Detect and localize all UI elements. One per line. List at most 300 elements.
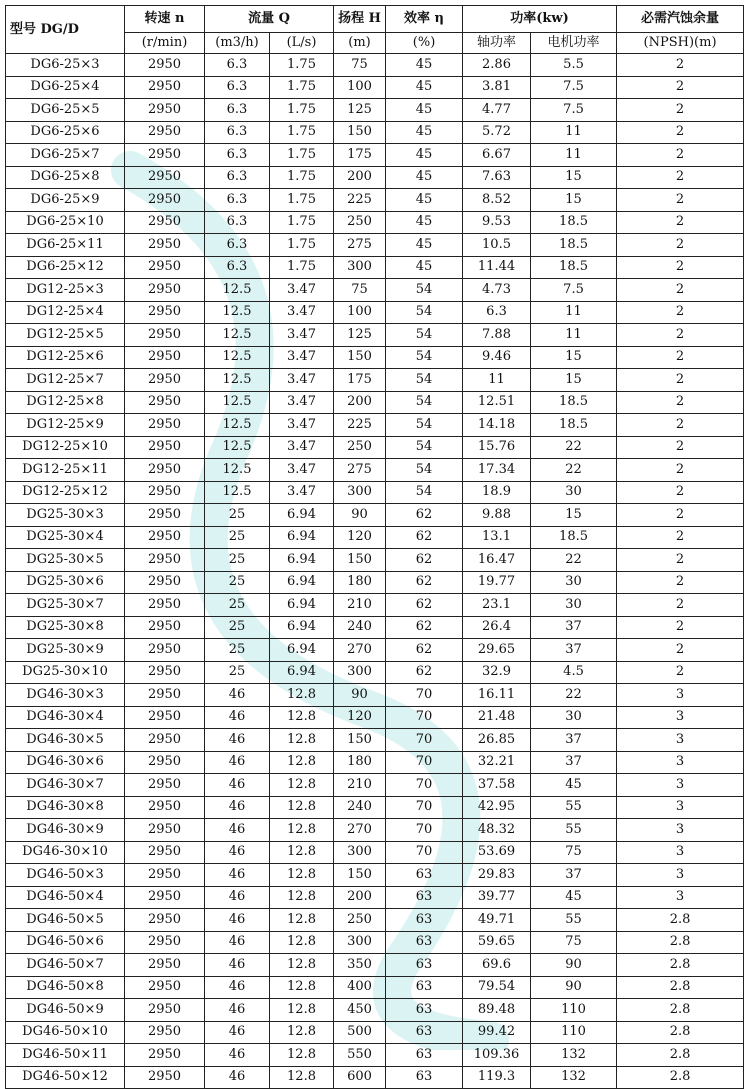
- shaft-power-cell: 16.11: [463, 684, 531, 707]
- speed-cell: 2950: [125, 459, 205, 482]
- header-head-unit: (m): [334, 33, 386, 54]
- shaft-power-cell: 5.72: [463, 121, 531, 144]
- speed-cell: 2950: [125, 909, 205, 932]
- speed-cell: 2950: [125, 504, 205, 527]
- efficiency-cell: 63: [386, 954, 463, 977]
- head-cell: 500: [334, 1021, 386, 1044]
- table-row: [6, 1044, 744, 1067]
- motor-power-cell: 18.5: [531, 256, 617, 279]
- npsh-cell: 3: [617, 684, 744, 707]
- flow-m3h-cell: 46: [205, 774, 270, 797]
- efficiency-cell: 45: [386, 234, 463, 257]
- flow-m3h-cell: 46: [205, 751, 270, 774]
- npsh-cell: 2: [617, 189, 744, 212]
- header-npsh: 必需汽蚀余量: [617, 6, 744, 33]
- flow-ls-cell: 3.47: [270, 459, 334, 482]
- speed-cell: 2950: [125, 166, 205, 189]
- header-efficiency-unit: (%): [386, 33, 463, 54]
- header-speed-unit: (r/min): [125, 33, 205, 54]
- efficiency-cell: 45: [386, 76, 463, 99]
- flow-m3h-cell: 12.5: [205, 324, 270, 347]
- flow-m3h-cell: 46: [205, 931, 270, 954]
- head-cell: 300: [334, 256, 386, 279]
- model-cell: DG46-30×8: [6, 796, 125, 819]
- flow-ls-cell: 1.75: [270, 166, 334, 189]
- npsh-cell: 2: [617, 436, 744, 459]
- flow-m3h-cell: 12.5: [205, 369, 270, 392]
- efficiency-cell: 63: [386, 931, 463, 954]
- motor-power-cell: 45: [531, 774, 617, 797]
- model-cell: DG6-25×8: [6, 166, 125, 189]
- table-row: [6, 594, 744, 617]
- flow-ls-cell: 1.75: [270, 121, 334, 144]
- speed-cell: 2950: [125, 706, 205, 729]
- shaft-power-cell: 9.46: [463, 346, 531, 369]
- npsh-cell: 2: [617, 481, 744, 504]
- shaft-power-cell: 37.58: [463, 774, 531, 797]
- speed-cell: 2950: [125, 661, 205, 684]
- motor-power-cell: 15: [531, 189, 617, 212]
- table-row: [6, 414, 744, 437]
- efficiency-cell: 63: [386, 886, 463, 909]
- shaft-power-cell: 6.67: [463, 144, 531, 167]
- flow-m3h-cell: 12.5: [205, 346, 270, 369]
- efficiency-cell: 45: [386, 189, 463, 212]
- flow-m3h-cell: 46: [205, 706, 270, 729]
- npsh-cell: 2: [617, 54, 744, 77]
- motor-power-cell: 30: [531, 594, 617, 617]
- flow-ls-cell: 12.8: [270, 999, 334, 1022]
- speed-cell: 2950: [125, 256, 205, 279]
- efficiency-cell: 54: [386, 346, 463, 369]
- head-cell: 180: [334, 751, 386, 774]
- efficiency-cell: 70: [386, 706, 463, 729]
- motor-power-cell: 90: [531, 954, 617, 977]
- npsh-cell: 2: [617, 661, 744, 684]
- table-row: [6, 864, 744, 887]
- speed-cell: 2950: [125, 234, 205, 257]
- header-flow: 流量 Q: [205, 6, 334, 33]
- table-row: [6, 841, 744, 864]
- npsh-cell: 2: [617, 369, 744, 392]
- flow-ls-cell: 3.47: [270, 414, 334, 437]
- speed-cell: 2950: [125, 346, 205, 369]
- efficiency-cell: 70: [386, 774, 463, 797]
- efficiency-cell: 63: [386, 1066, 463, 1089]
- flow-m3h-cell: 25: [205, 549, 270, 572]
- efficiency-cell: 54: [386, 391, 463, 414]
- model-cell: DG25-30×10: [6, 661, 125, 684]
- table-row: [6, 121, 744, 144]
- efficiency-cell: 62: [386, 571, 463, 594]
- shaft-power-cell: 109.36: [463, 1044, 531, 1067]
- flow-ls-cell: 6.94: [270, 571, 334, 594]
- head-cell: 250: [334, 909, 386, 932]
- head-cell: 120: [334, 706, 386, 729]
- speed-cell: 2950: [125, 931, 205, 954]
- motor-power-cell: 37: [531, 729, 617, 752]
- shaft-power-cell: 13.1: [463, 526, 531, 549]
- efficiency-cell: 54: [386, 369, 463, 392]
- speed-cell: 2950: [125, 954, 205, 977]
- motor-power-cell: 132: [531, 1066, 617, 1089]
- flow-m3h-cell: 25: [205, 571, 270, 594]
- npsh-cell: 2: [617, 324, 744, 347]
- model-cell: DG6-25×4: [6, 76, 125, 99]
- shaft-power-cell: 2.86: [463, 54, 531, 77]
- flow-m3h-cell: 25: [205, 526, 270, 549]
- flow-m3h-cell: 12.5: [205, 436, 270, 459]
- header-model: 型号 DG/D: [6, 6, 125, 54]
- shaft-power-cell: 16.47: [463, 549, 531, 572]
- motor-power-cell: 30: [531, 571, 617, 594]
- head-cell: 125: [334, 324, 386, 347]
- speed-cell: 2950: [125, 436, 205, 459]
- shaft-power-cell: 89.48: [463, 999, 531, 1022]
- speed-cell: 2950: [125, 1066, 205, 1089]
- head-cell: 250: [334, 211, 386, 234]
- shaft-power-cell: 4.77: [463, 99, 531, 122]
- flow-ls-cell: 3.47: [270, 301, 334, 324]
- head-cell: 100: [334, 76, 386, 99]
- flow-m3h-cell: 46: [205, 999, 270, 1022]
- motor-power-cell: 30: [531, 481, 617, 504]
- npsh-cell: 2: [617, 234, 744, 257]
- flow-ls-cell: 1.75: [270, 99, 334, 122]
- npsh-cell: 3: [617, 751, 744, 774]
- speed-cell: 2950: [125, 369, 205, 392]
- npsh-cell: 2: [617, 549, 744, 572]
- motor-power-cell: 110: [531, 1021, 617, 1044]
- motor-power-cell: 37: [531, 864, 617, 887]
- table-row: [6, 571, 744, 594]
- shaft-power-cell: 15.76: [463, 436, 531, 459]
- motor-power-cell: 15: [531, 504, 617, 527]
- flow-ls-cell: 1.75: [270, 76, 334, 99]
- npsh-cell: 2: [617, 121, 744, 144]
- table-row: [6, 549, 744, 572]
- flow-m3h-cell: 46: [205, 954, 270, 977]
- flow-ls-cell: 12.8: [270, 1044, 334, 1067]
- shaft-power-cell: 10.5: [463, 234, 531, 257]
- table-body: [6, 54, 744, 1089]
- efficiency-cell: 62: [386, 549, 463, 572]
- model-cell: DG46-50×6: [6, 931, 125, 954]
- shaft-power-cell: 11.44: [463, 256, 531, 279]
- motor-power-cell: 22: [531, 684, 617, 707]
- npsh-cell: 2: [617, 346, 744, 369]
- model-cell: DG6-25×12: [6, 256, 125, 279]
- flow-ls-cell: 3.47: [270, 346, 334, 369]
- npsh-cell: 2.8: [617, 954, 744, 977]
- head-cell: 175: [334, 144, 386, 167]
- npsh-cell: 3: [617, 819, 744, 842]
- motor-power-cell: 5.5: [531, 54, 617, 77]
- efficiency-cell: 54: [386, 301, 463, 324]
- speed-cell: 2950: [125, 796, 205, 819]
- npsh-cell: 2.8: [617, 1066, 744, 1089]
- npsh-cell: 2.8: [617, 1021, 744, 1044]
- table-row: [6, 909, 744, 932]
- model-cell: DG46-30×7: [6, 774, 125, 797]
- speed-cell: 2950: [125, 976, 205, 999]
- table-row: [6, 886, 744, 909]
- flow-ls-cell: 3.47: [270, 436, 334, 459]
- table-row: [6, 301, 744, 324]
- flow-m3h-cell: 12.5: [205, 391, 270, 414]
- motor-power-cell: 22: [531, 459, 617, 482]
- head-cell: 450: [334, 999, 386, 1022]
- flow-ls-cell: 12.8: [270, 774, 334, 797]
- header-motor-power: 电机功率: [531, 33, 617, 54]
- table-row: [6, 459, 744, 482]
- head-cell: 100: [334, 301, 386, 324]
- table-row: [6, 54, 744, 77]
- motor-power-cell: 75: [531, 841, 617, 864]
- table-row: [6, 504, 744, 527]
- npsh-cell: 2: [617, 166, 744, 189]
- header-speed: 转速 n: [125, 6, 205, 33]
- flow-ls-cell: 1.75: [270, 234, 334, 257]
- speed-cell: 2950: [125, 864, 205, 887]
- head-cell: 600: [334, 1066, 386, 1089]
- motor-power-cell: 55: [531, 909, 617, 932]
- motor-power-cell: 37: [531, 751, 617, 774]
- model-cell: DG46-50×5: [6, 909, 125, 932]
- npsh-cell: 2: [617, 414, 744, 437]
- flow-ls-cell: 12.8: [270, 684, 334, 707]
- flow-m3h-cell: 6.3: [205, 234, 270, 257]
- speed-cell: 2950: [125, 999, 205, 1022]
- flow-m3h-cell: 6.3: [205, 211, 270, 234]
- npsh-cell: 2: [617, 99, 744, 122]
- speed-cell: 2950: [125, 121, 205, 144]
- flow-ls-cell: 12.8: [270, 931, 334, 954]
- model-cell: DG12-25×9: [6, 414, 125, 437]
- npsh-cell: 3: [617, 864, 744, 887]
- flow-ls-cell: 12.8: [270, 819, 334, 842]
- flow-ls-cell: 6.94: [270, 616, 334, 639]
- efficiency-cell: 45: [386, 166, 463, 189]
- speed-cell: 2950: [125, 639, 205, 662]
- model-cell: DG6-25×7: [6, 144, 125, 167]
- motor-power-cell: 7.5: [531, 99, 617, 122]
- motor-power-cell: 45: [531, 886, 617, 909]
- shaft-power-cell: 8.52: [463, 189, 531, 212]
- model-cell: DG46-50×3: [6, 864, 125, 887]
- motor-power-cell: 90: [531, 976, 617, 999]
- motor-power-cell: 11: [531, 324, 617, 347]
- head-cell: 150: [334, 346, 386, 369]
- model-cell: DG46-50×10: [6, 1021, 125, 1044]
- table-row: [6, 256, 744, 279]
- model-cell: DG12-25×7: [6, 369, 125, 392]
- head-cell: 275: [334, 234, 386, 257]
- head-cell: 400: [334, 976, 386, 999]
- npsh-cell: 2: [617, 144, 744, 167]
- flow-ls-cell: 12.8: [270, 864, 334, 887]
- efficiency-cell: 62: [386, 639, 463, 662]
- speed-cell: 2950: [125, 211, 205, 234]
- head-cell: 225: [334, 414, 386, 437]
- npsh-cell: 2: [617, 616, 744, 639]
- flow-ls-cell: 3.47: [270, 279, 334, 302]
- flow-m3h-cell: 46: [205, 886, 270, 909]
- head-cell: 300: [334, 481, 386, 504]
- table-row: [6, 976, 744, 999]
- shaft-power-cell: 9.53: [463, 211, 531, 234]
- model-cell: DG6-25×3: [6, 54, 125, 77]
- table-row: [6, 166, 744, 189]
- motor-power-cell: 18.5: [531, 391, 617, 414]
- efficiency-cell: 54: [386, 279, 463, 302]
- motor-power-cell: 18.5: [531, 526, 617, 549]
- head-cell: 225: [334, 189, 386, 212]
- flow-m3h-cell: 46: [205, 864, 270, 887]
- motor-power-cell: 37: [531, 616, 617, 639]
- shaft-power-cell: 99.42: [463, 1021, 531, 1044]
- model-cell: DG46-30×9: [6, 819, 125, 842]
- flow-ls-cell: 12.8: [270, 706, 334, 729]
- speed-cell: 2950: [125, 54, 205, 77]
- table-row: [6, 931, 744, 954]
- model-cell: DG25-30×9: [6, 639, 125, 662]
- motor-power-cell: 11: [531, 121, 617, 144]
- shaft-power-cell: 6.3: [463, 301, 531, 324]
- flow-m3h-cell: 6.3: [205, 121, 270, 144]
- flow-m3h-cell: 25: [205, 639, 270, 662]
- speed-cell: 2950: [125, 99, 205, 122]
- head-cell: 150: [334, 121, 386, 144]
- speed-cell: 2950: [125, 391, 205, 414]
- table-row: [6, 436, 744, 459]
- table-row: [6, 661, 744, 684]
- model-cell: DG25-30×3: [6, 504, 125, 527]
- header-flow-unit-m3h: (m3/h): [205, 33, 270, 54]
- speed-cell: 2950: [125, 76, 205, 99]
- head-cell: 270: [334, 819, 386, 842]
- speed-cell: 2950: [125, 616, 205, 639]
- shaft-power-cell: 4.73: [463, 279, 531, 302]
- npsh-cell: 3: [617, 774, 744, 797]
- efficiency-cell: 63: [386, 976, 463, 999]
- flow-ls-cell: 6.94: [270, 504, 334, 527]
- efficiency-cell: 70: [386, 841, 463, 864]
- efficiency-cell: 54: [386, 436, 463, 459]
- header-shaft-power: 轴功率: [463, 33, 531, 54]
- flow-m3h-cell: 6.3: [205, 76, 270, 99]
- flow-ls-cell: 12.8: [270, 886, 334, 909]
- motor-power-cell: 22: [531, 549, 617, 572]
- flow-ls-cell: 12.8: [270, 841, 334, 864]
- flow-m3h-cell: 46: [205, 1066, 270, 1089]
- table-row: [6, 819, 744, 842]
- shaft-power-cell: 11: [463, 369, 531, 392]
- spec-table-container: [5, 5, 743, 1089]
- flow-ls-cell: 1.75: [270, 54, 334, 77]
- pump-spec-table: [5, 5, 744, 1089]
- flow-m3h-cell: 46: [205, 819, 270, 842]
- speed-cell: 2950: [125, 279, 205, 302]
- speed-cell: 2950: [125, 144, 205, 167]
- npsh-cell: 2: [617, 391, 744, 414]
- efficiency-cell: 62: [386, 616, 463, 639]
- efficiency-cell: 63: [386, 1044, 463, 1067]
- motor-power-cell: 18.5: [531, 211, 617, 234]
- table-row: [6, 684, 744, 707]
- flow-ls-cell: 3.47: [270, 369, 334, 392]
- head-cell: 90: [334, 684, 386, 707]
- motor-power-cell: 15: [531, 346, 617, 369]
- table-row: [6, 99, 744, 122]
- shaft-power-cell: 7.63: [463, 166, 531, 189]
- motor-power-cell: 55: [531, 796, 617, 819]
- model-cell: DG46-50×7: [6, 954, 125, 977]
- table-row: [6, 76, 744, 99]
- flow-ls-cell: 12.8: [270, 796, 334, 819]
- flow-ls-cell: 3.47: [270, 481, 334, 504]
- flow-ls-cell: 6.94: [270, 661, 334, 684]
- speed-cell: 2950: [125, 886, 205, 909]
- flow-m3h-cell: 12.5: [205, 279, 270, 302]
- shaft-power-cell: 29.83: [463, 864, 531, 887]
- flow-ls-cell: 12.8: [270, 729, 334, 752]
- speed-cell: 2950: [125, 526, 205, 549]
- motor-power-cell: 55: [531, 819, 617, 842]
- speed-cell: 2950: [125, 189, 205, 212]
- flow-ls-cell: 6.94: [270, 549, 334, 572]
- shaft-power-cell: 3.81: [463, 76, 531, 99]
- speed-cell: 2950: [125, 819, 205, 842]
- motor-power-cell: 15: [531, 369, 617, 392]
- shaft-power-cell: 12.51: [463, 391, 531, 414]
- npsh-cell: 2.8: [617, 999, 744, 1022]
- shaft-power-cell: 119.3: [463, 1066, 531, 1089]
- head-cell: 250: [334, 436, 386, 459]
- motor-power-cell: 18.5: [531, 414, 617, 437]
- table-row: [6, 189, 744, 212]
- speed-cell: 2950: [125, 751, 205, 774]
- efficiency-cell: 62: [386, 661, 463, 684]
- efficiency-cell: 63: [386, 999, 463, 1022]
- speed-cell: 2950: [125, 774, 205, 797]
- table-row: [6, 481, 744, 504]
- model-cell: DG12-25×11: [6, 459, 125, 482]
- efficiency-cell: 45: [386, 256, 463, 279]
- flow-ls-cell: 6.94: [270, 526, 334, 549]
- model-cell: DG6-25×11: [6, 234, 125, 257]
- model-cell: DG46-30×5: [6, 729, 125, 752]
- table-row: [6, 774, 744, 797]
- head-cell: 275: [334, 459, 386, 482]
- table-row: [6, 324, 744, 347]
- npsh-cell: 2: [617, 459, 744, 482]
- model-cell: DG25-30×5: [6, 549, 125, 572]
- flow-m3h-cell: 46: [205, 684, 270, 707]
- flow-m3h-cell: 12.5: [205, 481, 270, 504]
- model-cell: DG25-30×7: [6, 594, 125, 617]
- speed-cell: 2950: [125, 729, 205, 752]
- efficiency-cell: 45: [386, 99, 463, 122]
- head-cell: 150: [334, 729, 386, 752]
- efficiency-cell: 45: [386, 121, 463, 144]
- head-cell: 75: [334, 279, 386, 302]
- speed-cell: 2950: [125, 684, 205, 707]
- shaft-power-cell: 14.18: [463, 414, 531, 437]
- table-row: [6, 279, 744, 302]
- flow-ls-cell: 12.8: [270, 1066, 334, 1089]
- motor-power-cell: 132: [531, 1044, 617, 1067]
